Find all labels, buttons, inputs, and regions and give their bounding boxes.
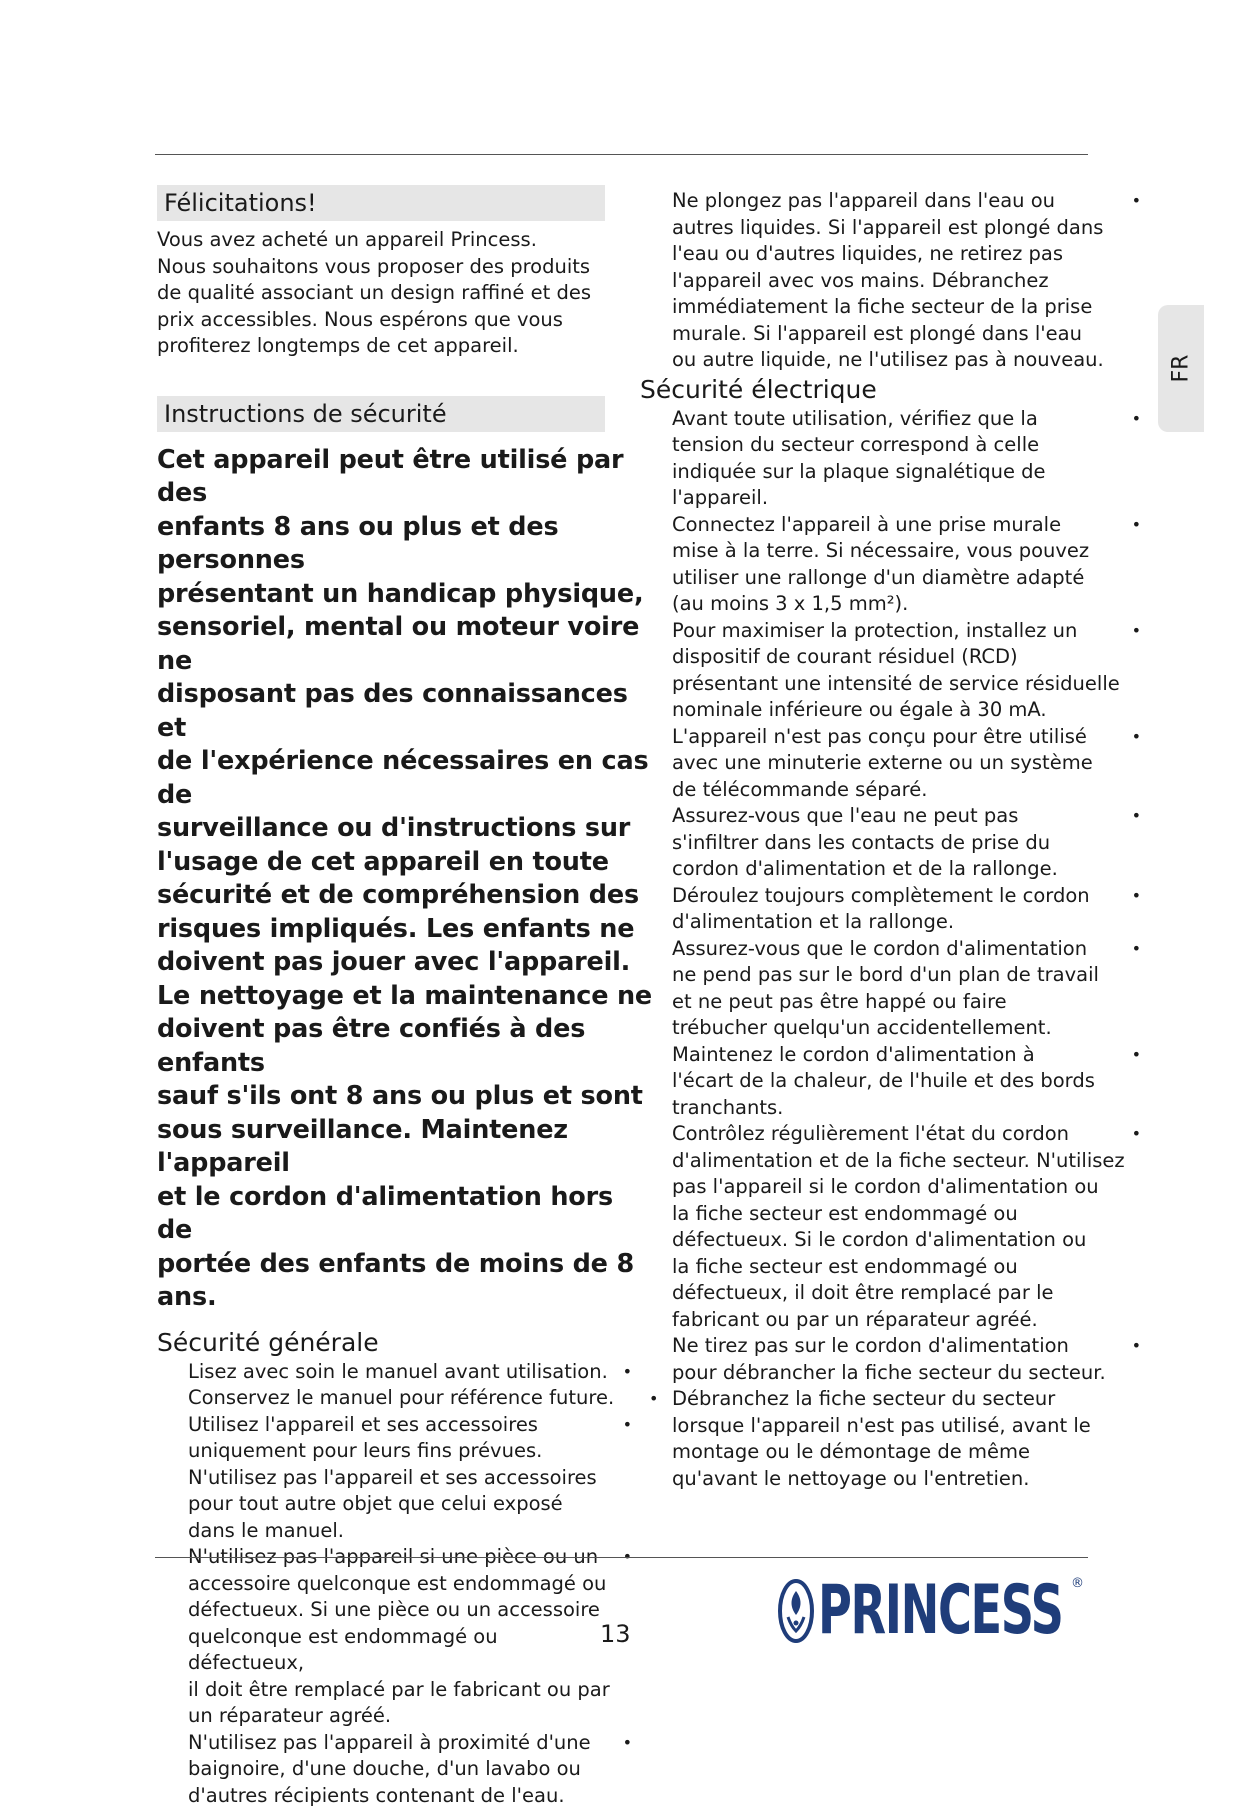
bullet-icon: • <box>1132 512 1141 539</box>
item-line: pas l'appareil si le cordon d'alimentation ou <box>672 1174 1127 1201</box>
item-line: dans le manuel. <box>188 1518 618 1545</box>
item-line: Contrôlez régulièrement l'état du cordon <box>672 1121 1127 1148</box>
bullet-icon: • <box>623 1544 632 1571</box>
list-item <box>188 1465 618 1545</box>
list-item <box>188 1730 618 1809</box>
item-line: fabricant ou par un réparateur agréé. <box>672 1307 1127 1334</box>
warning-line: sensoriel, mental ou moteur voire ne <box>157 611 654 678</box>
item-line: Ne tirez pas sur le cordon d'alimentation <box>672 1333 1127 1360</box>
princess-emblem-icon <box>778 1577 814 1645</box>
bullet-icon: • <box>623 1412 632 1439</box>
warning-line: et le cordon d'alimentation hors de <box>157 1181 654 1248</box>
general-safety-heading: Sécurité générale <box>157 1327 654 1359</box>
list-item <box>188 1359 618 1412</box>
item-line: quelconque est endommagé ou défectueux, <box>188 1624 618 1677</box>
warning-line: enfants 8 ans ou plus et des personnes <box>157 511 654 578</box>
item-line: défectueux. Si le cordon d'alimentation ou <box>672 1227 1127 1254</box>
item-line: Connectez l'appareil à une prise murale <box>672 512 1127 539</box>
item-line: baignoire, d'une douche, d'un lavabo ou <box>188 1756 618 1783</box>
brand-logo <box>778 1571 1178 1651</box>
item-line: (au moins 3 x 1,5 mm²). <box>672 591 1127 618</box>
item-line: pour tout autre objet que celui exposé <box>188 1491 618 1518</box>
item-line: mise à la terre. Si nécessaire, vous pouvez <box>672 538 1127 565</box>
item-line: Ne plongez pas l'appareil dans l'eau ou <box>672 188 1127 215</box>
warning-line: sauf s'ils ont 8 ans ou plus et sont <box>157 1080 654 1114</box>
item-line: s'infiltrer dans les contacts de prise du <box>672 830 1127 857</box>
warning-line: sécurité et de compréhension des <box>157 879 654 913</box>
item-line: montage ou le démontage de même <box>672 1439 1127 1466</box>
bottom-rule <box>155 1557 1088 1558</box>
item-line: de télécommande séparé. <box>672 777 1127 804</box>
item-line: immédiatement la fiche secteur de la prise <box>672 294 1127 321</box>
item-line: N'utilisez pas l'appareil à proximité d'une <box>188 1730 618 1757</box>
warning-line: doivent pas être confiés à des enfants <box>157 1013 654 1080</box>
item-line: défectueux, il doit être remplacé par le <box>672 1280 1127 1307</box>
electric-safety-heading: Sécurité électrique <box>640 374 1125 406</box>
warning-line: doivent pas jouer avec l'appareil. <box>157 946 654 980</box>
warning-line: Cet appareil peut être utilisé par des <box>157 444 654 511</box>
bullet-icon: • <box>1132 1042 1141 1069</box>
congrats-line: Vous avez acheté un appareil Princess. <box>157 227 654 254</box>
safety-warning <box>157 444 654 1315</box>
item-line: l'écart de la chaleur, de l'huile et des bords <box>672 1068 1127 1095</box>
warning-line: portée des enfants de moins de 8 ans. <box>157 1248 654 1315</box>
item-line: Déroulez toujours complètement le cordon <box>672 883 1127 910</box>
warning-line: l'usage de cet appareil en toute <box>157 846 654 880</box>
bullet-icon: • <box>1132 618 1141 645</box>
bullet-icon: • <box>1132 1121 1141 1148</box>
warning-line: présentant un handicap physique, <box>157 578 654 612</box>
item-line: accessoire quelconque est endommagé ou <box>188 1571 618 1598</box>
item-line: ne pend pas sur le bord d'un plan de travail <box>672 962 1127 989</box>
list-item <box>672 406 1127 512</box>
item-line: uniquement pour leurs fins prévues. <box>188 1438 618 1465</box>
congrats-line: profiterez longtemps de cet appareil. <box>157 333 654 360</box>
water-warning-list <box>672 188 1127 374</box>
right-column <box>640 188 1125 1492</box>
bullet-icon: • <box>1132 883 1141 910</box>
item-line: utiliser une rallonge d'un diamètre adapté <box>672 565 1127 592</box>
item-line: l'appareil. <box>672 485 1127 512</box>
list-item <box>672 803 1127 883</box>
bullet-icon: • <box>1132 724 1141 751</box>
list-item <box>188 1412 618 1465</box>
item-line: autres liquides. Si l'appareil est plongé dans <box>672 215 1127 242</box>
item-line: d'autres récipients contenant de l'eau. <box>188 1783 618 1809</box>
item-line: présentant une intensité de service résiduelle <box>672 671 1127 698</box>
bullet-icon: • <box>623 1730 632 1757</box>
congrats-line: prix accessibles. Nous espérons que vous <box>157 307 654 334</box>
item-line: ou autre liquide, ne l'utilisez pas à nouveau. <box>672 347 1127 374</box>
item-line: Avant toute utilisation, vérifiez que la <box>672 406 1127 433</box>
item-line: N'utilisez pas l'appareil et ses accessoires <box>188 1465 618 1492</box>
warning-line: de l'expérience nécessaires en cas de <box>157 745 654 812</box>
item-line: lorsque l'appareil n'est pas utilisé, avant le <box>672 1413 1127 1440</box>
list-item <box>672 618 1127 724</box>
item-line: nominale inférieure ou égale à 30 mA. <box>672 697 1127 724</box>
item-line: Utilisez l'appareil et ses accessoires <box>188 1412 618 1439</box>
item-line: Lisez avec soin le manuel avant utilisation. <box>188 1359 618 1386</box>
list-item <box>672 724 1127 804</box>
brand-name: PRINCESS <box>818 1571 1063 1651</box>
bullet-icon: • <box>1132 1333 1141 1360</box>
warning-line: Le nettoyage et la maintenance ne <box>157 980 654 1014</box>
left-column <box>157 185 654 1809</box>
item-line: cordon d'alimentation et de la rallonge. <box>672 856 1127 883</box>
item-line: Débranchez la fiche secteur du secteur <box>672 1386 1127 1413</box>
item-line: défectueux. Si une pièce ou un accessoire <box>188 1597 618 1624</box>
item-line: Maintenez le cordon d'alimentation à <box>672 1042 1127 1069</box>
general-safety-list <box>188 1359 618 1809</box>
page-number: 13 <box>600 1620 631 1648</box>
warning-line: disposant pas des connaissances et <box>157 678 654 745</box>
list-item <box>188 1544 618 1730</box>
list-item <box>672 1121 1127 1333</box>
safety-heading: Instructions de sécurité <box>157 396 605 432</box>
item-line: il doit être remplacé par le fabricant ou par <box>188 1677 618 1704</box>
item-line: Assurez-vous que l'eau ne peut pas <box>672 803 1127 830</box>
list-item <box>672 883 1127 936</box>
item-line: indiquée sur la plaque signalétique de <box>672 459 1127 486</box>
item-line: l'appareil avec vos mains. Débranchez <box>672 268 1127 295</box>
item-line: l'eau ou d'autres liquides, ne retirez pas <box>672 241 1127 268</box>
item-line: tension du secteur correspond à celle <box>672 432 1127 459</box>
list-item <box>672 936 1127 1042</box>
item-line: L'appareil n'est pas conçu pour être utilisé <box>672 724 1127 751</box>
bullet-icon: • <box>623 1359 632 1386</box>
list-item <box>672 188 1127 374</box>
list-item <box>672 1042 1127 1122</box>
list-item <box>672 1386 1127 1492</box>
item-line: avec une minuterie externe ou un système <box>672 750 1127 777</box>
warning-line: surveillance ou d'instructions sur <box>157 812 654 846</box>
bullet-icon: • <box>649 1386 658 1413</box>
item-line: d'alimentation et la rallonge. <box>672 909 1127 936</box>
item-line: N'utilisez pas l'appareil si une pièce ou un <box>188 1544 618 1571</box>
item-line: Assurez-vous que le cordon d'alimentation <box>672 936 1127 963</box>
item-line: d'alimentation et de la fiche secteur. N'utilisez <box>672 1148 1127 1175</box>
congrats-heading: Félicitations! <box>157 185 605 221</box>
item-line: la fiche secteur est endommagé ou <box>672 1254 1127 1281</box>
item-line: et ne peut pas être happé ou faire <box>672 989 1127 1016</box>
top-rule <box>155 154 1088 155</box>
item-line: murale. Si l'appareil est plongé dans l'eau <box>672 321 1127 348</box>
congrats-text <box>157 227 654 360</box>
language-code: FR <box>1168 355 1193 383</box>
item-line: la fiche secteur est endommagé ou <box>672 1201 1127 1228</box>
electric-safety-list <box>672 406 1127 1493</box>
item-line: qu'avant le nettoyage ou l'entretien. <box>672 1466 1127 1493</box>
bullet-icon: • <box>1132 188 1141 215</box>
item-line: Pour maximiser la protection, installez un <box>672 618 1127 645</box>
list-item <box>672 512 1127 618</box>
bullet-icon: • <box>1132 406 1141 433</box>
bullet-icon: • <box>1132 803 1141 830</box>
congrats-line: de qualité associant un design raffiné et des <box>157 280 654 307</box>
registered-mark: ® <box>1071 1576 1084 1591</box>
bullet-icon: • <box>1132 936 1141 963</box>
item-line: pour débrancher la fiche secteur du secteur. <box>672 1360 1127 1387</box>
language-tab-label <box>1158 305 1204 432</box>
item-line: tranchants. <box>672 1095 1127 1122</box>
congrats-line: Nous souhaitons vous proposer des produits <box>157 254 654 281</box>
warning-line: sous surveillance. Maintenez l'appareil <box>157 1114 654 1181</box>
item-line: dispositif de courant résiduel (RCD) <box>672 644 1127 671</box>
item-line: un réparateur agréé. <box>188 1703 618 1730</box>
item-line: trébucher quelqu'un accidentellement. <box>672 1015 1127 1042</box>
item-line: Conservez le manuel pour référence future. <box>188 1385 618 1412</box>
list-item <box>672 1333 1127 1386</box>
warning-line: risques impliqués. Les enfants ne <box>157 913 654 947</box>
